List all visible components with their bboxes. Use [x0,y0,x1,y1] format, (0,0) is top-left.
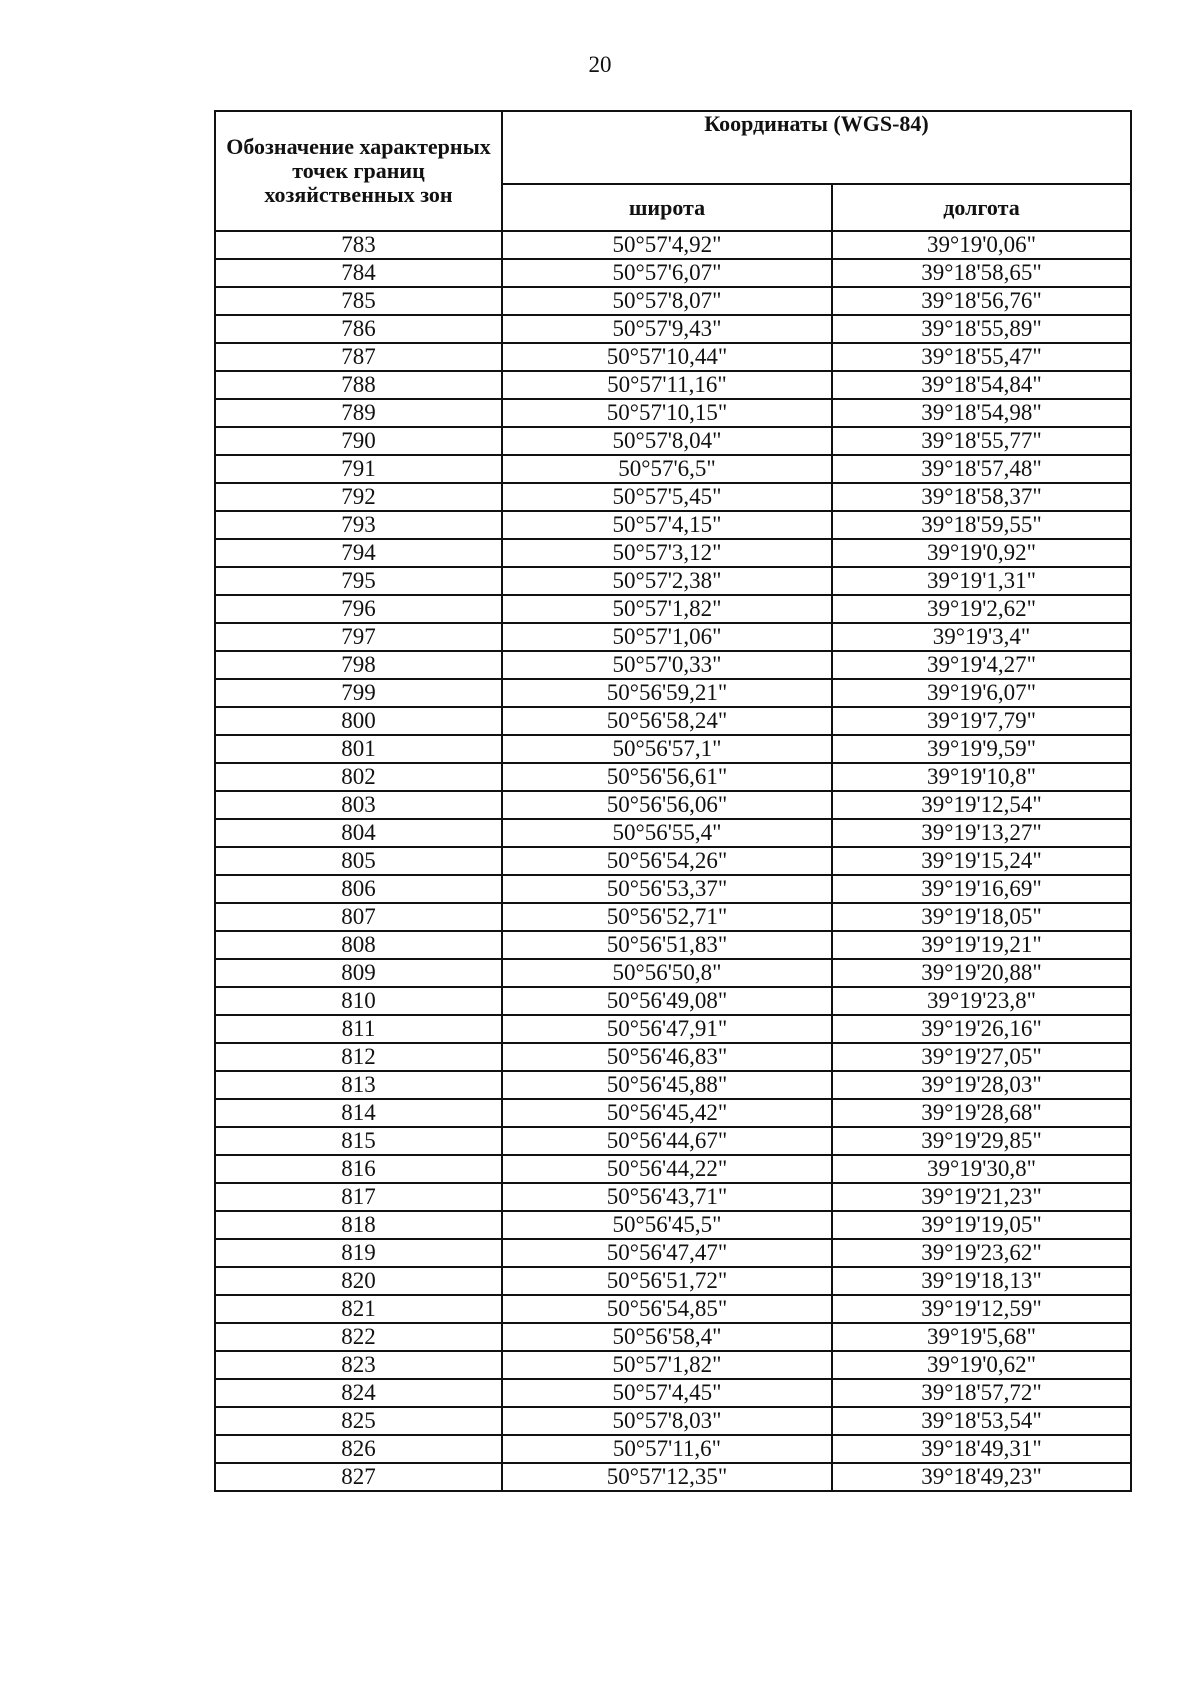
point-id-cell: 820 [215,1267,502,1295]
point-id-cell: 789 [215,399,502,427]
latitude-cell: 50°56'58,24" [502,707,832,735]
longitude-cell: 39°18'57,72" [832,1379,1131,1407]
longitude-cell: 39°19'4,27" [832,651,1131,679]
latitude-cell: 50°56'51,83" [502,931,832,959]
latitude-cell: 50°56'47,91" [502,1015,832,1043]
header-row [215,111,1131,184]
longitude-cell: 39°19'0,06" [832,231,1131,259]
longitude-cell: 39°19'28,68" [832,1099,1131,1127]
table-row [215,651,1131,679]
table-row [215,1407,1131,1435]
point-id-cell: 809 [215,959,502,987]
point-id-cell: 818 [215,1211,502,1239]
header-coordinates: Координаты (WGS-84) [502,111,1131,184]
longitude-cell: 39°18'57,48" [832,455,1131,483]
latitude-cell: 50°56'58,4" [502,1323,832,1351]
table-body [215,231,1131,1491]
latitude-cell: 50°56'45,5" [502,1211,832,1239]
longitude-cell: 39°19'19,05" [832,1211,1131,1239]
longitude-cell: 39°19'10,8" [832,763,1131,791]
latitude-cell: 50°56'47,47" [502,1239,832,1267]
latitude-cell: 50°57'5,45" [502,483,832,511]
longitude-cell: 39°19'12,54" [832,791,1131,819]
point-id-cell: 790 [215,427,502,455]
latitude-cell: 50°57'2,38" [502,567,832,595]
latitude-cell: 50°56'46,83" [502,1043,832,1071]
point-id-cell: 806 [215,875,502,903]
latitude-cell: 50°57'3,12" [502,539,832,567]
point-id-cell: 824 [215,1379,502,1407]
coordinates-table [214,110,1132,1492]
point-id-cell: 807 [215,903,502,931]
longitude-cell: 39°19'30,8" [832,1155,1131,1183]
table-row [215,847,1131,875]
table-row [215,1379,1131,1407]
longitude-cell: 39°18'58,37" [832,483,1131,511]
latitude-cell: 50°56'44,67" [502,1127,832,1155]
latitude-cell: 50°56'51,72" [502,1267,832,1295]
point-id-cell: 783 [215,231,502,259]
point-id-cell: 808 [215,931,502,959]
longitude-cell: 39°18'55,89" [832,315,1131,343]
longitude-cell: 39°19'18,05" [832,903,1131,931]
table-row [215,1435,1131,1463]
point-id-cell: 803 [215,791,502,819]
table-row [215,1211,1131,1239]
latitude-cell: 50°56'45,42" [502,1099,832,1127]
point-id-cell: 812 [215,1043,502,1071]
latitude-cell: 50°56'56,06" [502,791,832,819]
point-id-cell: 827 [215,1463,502,1491]
header-latitude: широта [502,184,832,231]
latitude-cell: 50°56'56,61" [502,763,832,791]
table-row [215,427,1131,455]
longitude-cell: 39°19'27,05" [832,1043,1131,1071]
table-row [215,1015,1131,1043]
latitude-cell: 50°56'43,71" [502,1183,832,1211]
longitude-cell: 39°18'54,84" [832,371,1131,399]
point-id-cell: 793 [215,511,502,539]
table-row [215,707,1131,735]
point-id-cell: 799 [215,679,502,707]
table-row [215,791,1131,819]
table-row [215,903,1131,931]
point-id-cell: 821 [215,1295,502,1323]
table-row [215,539,1131,567]
table-row [215,455,1131,483]
latitude-cell: 50°57'8,07" [502,287,832,315]
table-row [215,1099,1131,1127]
header-point: Обозначение характерных точек границ хозяйственных зон [215,111,502,231]
longitude-cell: 39°19'6,07" [832,679,1131,707]
longitude-cell: 39°19'26,16" [832,1015,1131,1043]
table-row [215,371,1131,399]
latitude-cell: 50°57'12,35" [502,1463,832,1491]
table-row [215,595,1131,623]
point-id-cell: 796 [215,595,502,623]
latitude-cell: 50°57'8,03" [502,1407,832,1435]
point-id-cell: 814 [215,1099,502,1127]
latitude-cell: 50°56'55,4" [502,819,832,847]
longitude-cell: 39°19'28,03" [832,1071,1131,1099]
point-id-cell: 784 [215,259,502,287]
longitude-cell: 39°19'19,21" [832,931,1131,959]
longitude-cell: 39°19'20,88" [832,959,1131,987]
longitude-cell: 39°19'12,59" [832,1295,1131,1323]
latitude-cell: 50°56'45,88" [502,1071,832,1099]
longitude-cell: 39°19'1,31" [832,567,1131,595]
point-id-cell: 813 [215,1071,502,1099]
longitude-cell: 39°18'55,47" [832,343,1131,371]
point-id-cell: 816 [215,1155,502,1183]
latitude-cell: 50°56'54,85" [502,1295,832,1323]
longitude-cell: 39°19'5,68" [832,1323,1131,1351]
table-row [215,231,1131,259]
table-row [215,1323,1131,1351]
latitude-cell: 50°56'59,21" [502,679,832,707]
table-row [215,1267,1131,1295]
longitude-cell: 39°18'53,54" [832,1407,1131,1435]
point-id-cell: 817 [215,1183,502,1211]
header-longitude: долгота [832,184,1131,231]
latitude-cell: 50°57'10,44" [502,343,832,371]
point-id-cell: 823 [215,1351,502,1379]
point-id-cell: 822 [215,1323,502,1351]
point-id-cell: 795 [215,567,502,595]
point-id-cell: 815 [215,1127,502,1155]
point-id-cell: 801 [215,735,502,763]
table-row [215,1295,1131,1323]
table-header [215,111,1131,231]
longitude-cell: 39°18'58,65" [832,259,1131,287]
point-id-cell: 786 [215,315,502,343]
table-row [215,735,1131,763]
longitude-cell: 39°19'21,23" [832,1183,1131,1211]
longitude-cell: 39°18'49,31" [832,1435,1131,1463]
latitude-cell: 50°56'50,8" [502,959,832,987]
point-id-cell: 792 [215,483,502,511]
longitude-cell: 39°18'54,98" [832,399,1131,427]
latitude-cell: 50°57'6,5" [502,455,832,483]
longitude-cell: 39°19'16,69" [832,875,1131,903]
longitude-cell: 39°19'13,27" [832,819,1131,847]
table-row [215,875,1131,903]
table-row [215,567,1131,595]
table-row [215,1239,1131,1267]
longitude-cell: 39°19'3,4" [832,623,1131,651]
table-row [215,819,1131,847]
table-row [215,959,1131,987]
longitude-cell: 39°18'59,55" [832,511,1131,539]
table-row [215,1071,1131,1099]
latitude-cell: 50°56'54,26" [502,847,832,875]
table-row [215,483,1131,511]
latitude-cell: 50°56'53,37" [502,875,832,903]
table-row [215,287,1131,315]
point-id-cell: 810 [215,987,502,1015]
longitude-cell: 39°19'23,8" [832,987,1131,1015]
table-row [215,399,1131,427]
table-row [215,1351,1131,1379]
longitude-cell: 39°18'49,23" [832,1463,1131,1491]
longitude-cell: 39°19'18,13" [832,1267,1131,1295]
latitude-cell: 50°57'6,07" [502,259,832,287]
latitude-cell: 50°57'1,82" [502,1351,832,1379]
table-row [215,931,1131,959]
page-number: 20 [588,52,612,77]
latitude-cell: 50°57'4,45" [502,1379,832,1407]
latitude-cell: 50°57'8,04" [502,427,832,455]
longitude-cell: 39°19'0,92" [832,539,1131,567]
table-row [215,1155,1131,1183]
latitude-cell: 50°57'1,82" [502,595,832,623]
latitude-cell: 50°57'4,15" [502,511,832,539]
table-row [215,679,1131,707]
longitude-cell: 39°19'23,62" [832,1239,1131,1267]
point-id-cell: 805 [215,847,502,875]
latitude-cell: 50°57'11,16" [502,371,832,399]
latitude-cell: 50°57'1,06" [502,623,832,651]
latitude-cell: 50°56'57,1" [502,735,832,763]
point-id-cell: 811 [215,1015,502,1043]
point-id-cell: 787 [215,343,502,371]
point-id-cell: 791 [215,455,502,483]
longitude-cell: 39°19'7,79" [832,707,1131,735]
point-id-cell: 788 [215,371,502,399]
latitude-cell: 50°56'49,08" [502,987,832,1015]
point-id-cell: 804 [215,819,502,847]
table-row [215,623,1131,651]
longitude-cell: 39°19'0,62" [832,1351,1131,1379]
table-row [215,511,1131,539]
longitude-cell: 39°18'55,77" [832,427,1131,455]
table-row [215,315,1131,343]
point-id-cell: 794 [215,539,502,567]
point-id-cell: 785 [215,287,502,315]
point-id-cell: 798 [215,651,502,679]
table-row [215,763,1131,791]
table-row [215,1463,1131,1491]
latitude-cell: 50°56'52,71" [502,903,832,931]
longitude-cell: 39°19'9,59" [832,735,1131,763]
longitude-cell: 39°19'2,62" [832,595,1131,623]
table-row [215,259,1131,287]
point-id-cell: 797 [215,623,502,651]
longitude-cell: 39°19'29,85" [832,1127,1131,1155]
latitude-cell: 50°57'4,92" [502,231,832,259]
latitude-cell: 50°57'0,33" [502,651,832,679]
table-row [215,1183,1131,1211]
point-id-cell: 825 [215,1407,502,1435]
point-id-cell: 826 [215,1435,502,1463]
latitude-cell: 50°57'11,6" [502,1435,832,1463]
table-row [215,343,1131,371]
longitude-cell: 39°19'15,24" [832,847,1131,875]
latitude-cell: 50°56'44,22" [502,1155,832,1183]
latitude-cell: 50°57'9,43" [502,315,832,343]
point-id-cell: 802 [215,763,502,791]
point-id-cell: 819 [215,1239,502,1267]
table-row [215,987,1131,1015]
table-row [215,1043,1131,1071]
point-id-cell: 800 [215,707,502,735]
table-row [215,1127,1131,1155]
longitude-cell: 39°18'56,76" [832,287,1131,315]
latitude-cell: 50°57'10,15" [502,399,832,427]
